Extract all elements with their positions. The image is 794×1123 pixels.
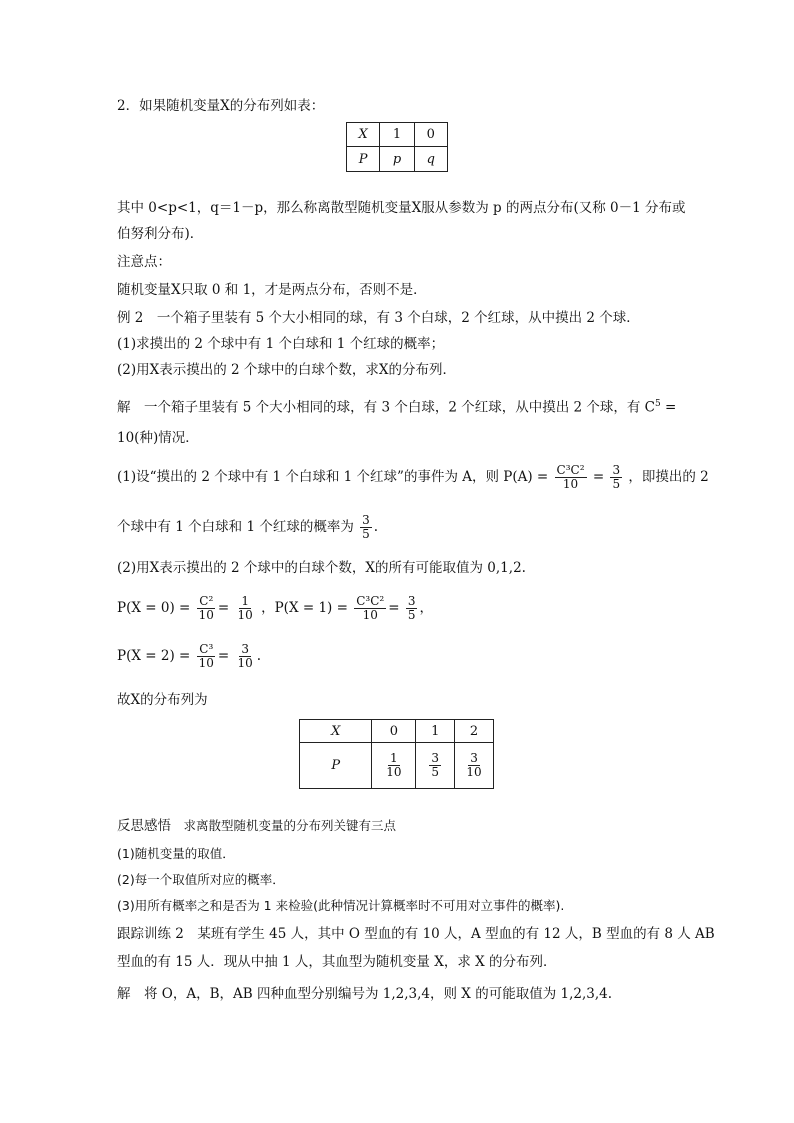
fraction-denominator: 10	[198, 608, 214, 622]
fraction-denominator: 5	[407, 608, 416, 622]
px1-fraction-1	[354, 595, 386, 622]
note-title: 注意点：	[117, 254, 171, 270]
px1-label: ，P(X = 1) =	[261, 600, 348, 616]
solution-line-1	[117, 394, 676, 418]
example-question-1: (1)求摸出的 2 个球中有 1 个白球和 1 个红球的概率；	[117, 336, 445, 352]
prob-fraction	[429, 752, 441, 779]
part1-fraction-1	[555, 464, 587, 491]
fraction-numerator: 3	[470, 751, 478, 765]
reflection-title: 反思感悟	[117, 818, 171, 834]
example-title: 例 2 一个箱子里装有 5 个大小相同的球，有 3 个白球，2 个红球，从中摸出 2 个球．	[117, 310, 640, 326]
table1-header-p: P	[347, 147, 380, 172]
reflection-point-3: (3)用所有概率之和是否为 1 来检验(此种情况计算概率时不可用对立事件的概率).	[117, 898, 565, 913]
part2-intro: (2)用X表示摸出的 2 个球中的白球个数，X的所有可能取值为 0,1,2.	[117, 560, 526, 576]
fraction-numerator: C³	[199, 642, 214, 656]
fraction-numerator: C²	[199, 594, 214, 608]
fraction-numerator: 3	[431, 751, 440, 765]
table1-value-1: 1	[380, 123, 414, 147]
fraction-numerator: 3	[241, 642, 249, 656]
px2-fraction-2	[236, 643, 255, 670]
fraction-denominator: 10	[466, 765, 482, 779]
table2-prob-1	[416, 743, 455, 789]
practice-line-2: 型血的有 15 人．现从中抽 1 人，其血型为随机变量 X，求 X 的分布列．	[117, 954, 557, 970]
part1-answer-fraction	[360, 514, 372, 541]
reflection-title-line	[117, 816, 396, 836]
px2-label: P(X = 2) =	[117, 648, 191, 664]
px1-fraction-2	[406, 595, 418, 622]
part1-text: (1)设“摸出的 2 个球中有 1 个白球和 1 个红球”的事件为 A，则 P(A) =	[117, 469, 549, 485]
definition-paragraph-line2: 伯努利分布)．	[117, 226, 204, 242]
white-ball-distribution-table	[299, 719, 494, 789]
table1-prob-p: p	[380, 147, 414, 172]
fraction-numerator: 3	[362, 513, 370, 527]
prob-fraction	[464, 752, 483, 779]
conclusion-text: 故X的分布列为	[117, 692, 208, 708]
definition-heading: 2．如果随机变量X的分布列如表：	[117, 98, 325, 114]
definition-paragraph-line1: 其中 0<p<1，q＝1－p，那么称离散型随机变量X服从参数为 p 的两点分布(又称 0－1 分布或	[117, 200, 686, 216]
px0-fraction-2	[236, 595, 255, 622]
px2-fraction-1	[197, 643, 216, 670]
table1-header-x: X	[347, 123, 380, 147]
table1-prob-q: q	[414, 147, 447, 172]
example-question-2: (2)用X表示摸出的 2 个球中的白球个数，求X的分布列．	[117, 362, 457, 378]
fraction-numerator: 1	[241, 594, 249, 608]
reflection-point-2: (2)每一个取值所对应的概率．	[117, 872, 285, 887]
combination-superscript: 5	[655, 399, 661, 409]
reflection-point-1: (1)随机变量的取值．	[117, 846, 235, 861]
fraction-numerator: 1	[390, 751, 398, 765]
px0-fraction-1	[197, 595, 216, 622]
reflection-summary: 求离散型随机变量的分布列关键有三点	[171, 818, 397, 833]
fraction-numerator: C³C²	[356, 594, 385, 608]
table2-prob-0	[372, 743, 416, 789]
period: .	[373, 519, 379, 535]
solution-line-2: 10(种)情况．	[117, 430, 199, 446]
px0-label: P(X = 0) =	[117, 600, 191, 616]
fraction-numerator: 3	[407, 594, 416, 608]
comma: ，	[419, 600, 433, 616]
part1-line2	[117, 512, 378, 542]
fraction-denominator: 5	[362, 527, 370, 541]
fraction-numerator: 3	[612, 463, 621, 477]
fraction-denominator: 10	[237, 656, 253, 670]
part1-line2-text: 个球中有 1 个白球和 1 个红球的概率为	[117, 519, 354, 535]
table2-value-1: 1	[416, 720, 455, 743]
note-text: 随机变量X只取 0 和 1，才是两点分布，否则不是．	[117, 282, 427, 298]
table2-value-0: 0	[372, 720, 416, 743]
table2-header-p: P	[300, 743, 372, 789]
two-point-distribution-table	[346, 122, 448, 172]
fraction-denominator: 10	[237, 608, 253, 622]
fraction-denominator: 10	[562, 477, 579, 491]
practice-line-1: 跟踪训练 2 某班有学生 45 人，其中 O 型血的有 10 人，A 型血的有 12 人，B 型血的有 8 人 AB	[117, 926, 715, 942]
fraction-numerator: C³C²	[556, 463, 585, 477]
solution-line-1-text: 解 一个箱子里装有 5 个大小相同的球，有 3 个白球，2 个红球，从中摸出 2 个球，有 C	[117, 399, 656, 416]
equals-sign: =	[592, 469, 605, 485]
probability-x0-x1: P(X = 0) = $\frac{\text{C²}}{10}$ = $\frac{1}{10}$ ，P(X = 1) = $\frac{\text{C³C²}}{10}$ = $\frac{3}{5}$ ，	[117, 594, 433, 622]
practice-solution: 解 将 O，A，B，AB 四种血型分别编号为 1,2,3,4，则 X 的可能取值为 1,2,3,4.	[117, 986, 613, 1002]
part1-line1	[117, 462, 709, 492]
part1-text-end: ，即摸出的 2	[628, 469, 709, 485]
fraction-denominator: 10	[362, 608, 378, 622]
table2-prob-2	[455, 743, 494, 789]
fraction-denominator: 5	[612, 477, 621, 491]
part1-fraction-2	[610, 464, 622, 491]
probability-x2: P(X = 2) = $\frac{\text{C³}}{10}$ = $\frac{3}{10}$ .	[117, 642, 262, 670]
table2-header-x: X	[300, 720, 372, 743]
fraction-denominator: 10	[198, 656, 214, 670]
table2-value-2: 2	[455, 720, 494, 743]
fraction-denominator: 5	[431, 765, 440, 779]
table1-value-0: 0	[414, 123, 447, 147]
solution-line-1-end: =	[660, 399, 677, 416]
fraction-denominator: 10	[386, 765, 402, 779]
period: .	[256, 648, 262, 664]
prob-fraction	[384, 752, 403, 779]
